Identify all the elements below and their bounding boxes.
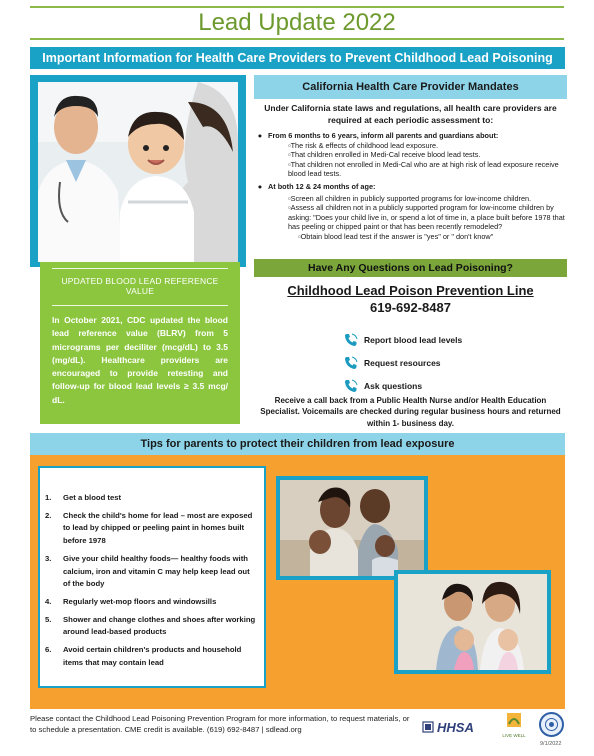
doctor-photo-frame xyxy=(30,75,246,267)
page-subtitle: Important Information for Health Care Providers to Prevent Childhood Lead Poisoning xyxy=(30,47,565,69)
mandate-bullet-text: At both 12 & 24 months of age: xyxy=(268,181,376,191)
list-item xyxy=(45,614,256,639)
live-well-icon xyxy=(506,712,522,728)
phone-icon xyxy=(344,356,358,370)
brlv-text: In October 2021, CDC updated the blood lead reference value (BLRV) from 5 micrograms per deciliter (mcg/dL) to 3.5 (mg/dL). Healthcare providers are encouraged to provide retesting and follow-up for blood lead levels ≥ 3.5 mcg/ dL. xyxy=(52,315,228,405)
tip-number: 2. xyxy=(45,510,52,520)
live-well-logo xyxy=(498,712,530,742)
tip-text: Get a blood test xyxy=(63,493,122,502)
mandates-intro: Under California state laws and regulations, all health care providers are required at each periodic assessment to: xyxy=(264,103,557,125)
tips-list xyxy=(38,466,266,688)
tip-text: Avoid certain children's products and household items that may contain lead xyxy=(63,645,242,667)
page-title: Lead Update 2022 xyxy=(30,6,564,40)
list-item xyxy=(45,553,256,591)
state-seal-icon xyxy=(539,712,564,737)
tip-number: 6. xyxy=(45,645,52,655)
family-photo xyxy=(398,574,547,670)
footer-text: Please contact the Childhood Lead Poisoning Prevention Program for more information, to request materials, or to schedule a presentation. CME credit is available. (619) 692-8487 | sdlead.org xyxy=(30,714,410,734)
tip-text: Check the child's home for lead – most are exposed to lead by chipped or peeling paint in homes built before 1978 xyxy=(63,510,253,546)
question-item-label: Request resources xyxy=(364,357,441,368)
questions-heading: Have Any Questions on Lead Poisoning? xyxy=(254,259,567,277)
family-photo xyxy=(280,480,424,576)
mandate-subitem: ▫The risk & effects of childhood lead exposure. xyxy=(288,140,439,150)
blood-lead-reference-box xyxy=(40,262,240,424)
brlv-title: UPDATED BLOOD LEAD REFERENCE VALUE xyxy=(61,276,219,296)
phone-icon xyxy=(344,379,358,393)
bullet-icon: ● xyxy=(257,131,263,140)
questions-list xyxy=(344,328,544,397)
list-item xyxy=(344,351,544,374)
mandate-subitem: ▫Obtain blood lead test if the answer is "yes" or " don't know" xyxy=(298,231,494,241)
list-item xyxy=(344,374,544,397)
county-seal-icon xyxy=(422,720,434,734)
tip-number: 5. xyxy=(45,614,52,624)
phone-icon xyxy=(344,333,358,347)
mandate-bullet xyxy=(252,182,567,192)
live-well-label: LIVE WELL xyxy=(502,733,526,738)
list-item xyxy=(344,328,544,351)
list-item xyxy=(45,644,256,669)
tip-text: Regularly wet-mop floors and windowsills xyxy=(63,596,217,606)
prevention-line-phone[interactable]: 619-692-8487 xyxy=(370,300,451,315)
list-item xyxy=(45,510,256,548)
hhsa-label: HHSA xyxy=(437,719,474,735)
callback-text: Receive a call back from a Public Health Nurse and/or Health Education Specialist. Voicemails are checked during regular business hours and returned within 1- business day. xyxy=(260,396,561,428)
tip-number: 3. xyxy=(45,553,52,563)
mandate-subitem: ▫That children not enrolled in Medi-Cal who are at high risk of lead exposure receive blood lead tests. xyxy=(288,159,559,179)
tips-heading: Tips for parents to protect their children from lead exposure xyxy=(30,433,565,455)
hhsa-logo xyxy=(422,715,487,739)
mandates-list xyxy=(252,131,567,242)
print-date: 9/1/2022 xyxy=(540,741,562,747)
mandate-bullet xyxy=(252,131,567,141)
list-item xyxy=(45,492,256,505)
mandate-subitem: ▫Screen all children in publicly supported programs for low-income children. xyxy=(288,193,532,203)
mandate-bullet-text: From 6 months to 6 years, inform all parents and guardians about: xyxy=(268,131,499,140)
tip-text: Give your child healthy foods— healthy foods with calcium, iron and vitamin C may help keep lead out of the body xyxy=(63,553,250,589)
mandates-heading: California Health Care Provider Mandates xyxy=(254,75,567,99)
list-item xyxy=(45,596,256,609)
mandate-subitem: ▫Assess all children not in a publicly supported program for low-income children by asking: "Does your child live in, or spend a lot of time in, a place built before 1978 that has peeling or chipped paint or that has been recently remodeled? xyxy=(288,203,565,232)
prevention-line-title: Childhood Lead Poison Prevention Line xyxy=(287,283,534,298)
question-item-label: Report blood lead levels xyxy=(364,334,463,345)
family-photo-frame xyxy=(394,570,551,674)
question-item-label: Ask questions xyxy=(364,380,423,391)
tip-number: 1. xyxy=(45,493,52,502)
mandate-subitem: ▫That children enrolled in Medi-Cal receive blood lead tests. xyxy=(288,150,481,160)
bullet-icon: ● xyxy=(257,181,263,191)
doctor-child-photo xyxy=(38,82,238,262)
tip-number: 4. xyxy=(45,596,52,606)
tip-text: Shower and change clothes and shoes after working around lead-based products xyxy=(63,614,256,637)
family-photo-frame xyxy=(276,476,428,580)
